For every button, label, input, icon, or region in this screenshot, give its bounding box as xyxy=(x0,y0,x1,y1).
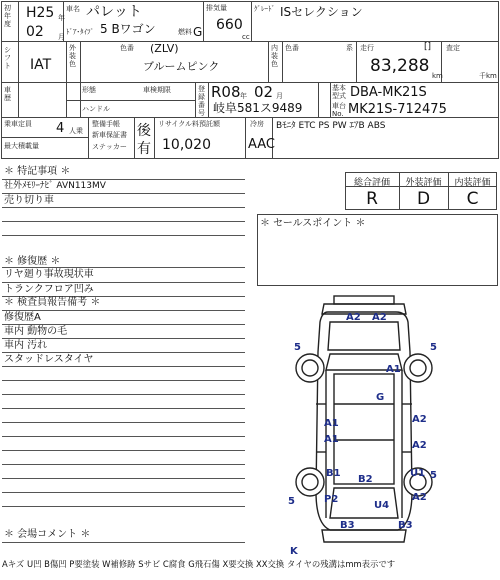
first-reg-label: 初年度 xyxy=(4,4,11,28)
inspector-line-4: スタッドレスタイヤ xyxy=(4,354,94,365)
ac: AAC xyxy=(248,137,275,152)
inspection-year-suffix: 年 xyxy=(240,92,247,100)
door-label: ﾄﾞｱ･ﾀｲﾌﾟ xyxy=(66,28,94,36)
equipment: Bﾓﾆﾀ ETC PS PW ｴｱB ABS xyxy=(276,121,386,131)
car-name: パレット xyxy=(86,4,142,20)
grade: ISセレクション xyxy=(280,5,363,19)
grade-label: ｸﾞﾚｰﾄﾞ xyxy=(254,5,275,13)
damage-mark: G xyxy=(376,392,385,403)
kei-label: 系 xyxy=(346,44,353,52)
damage-mark: A1 xyxy=(386,364,401,375)
repair-line-1: リヤ廻り事故現状車 xyxy=(4,269,94,280)
yes-mark: 有 xyxy=(137,141,151,157)
damage-mark: 5 xyxy=(430,342,437,353)
model-label: 基本型式 xyxy=(332,84,346,100)
inspector-line-2: 車内 動物の毛 xyxy=(4,326,68,337)
repair-title: ＊ 修復歴 ＊ xyxy=(4,256,61,267)
max-load-label: 最大積載量 xyxy=(4,142,39,150)
overall-grade-label: 総合評価 xyxy=(353,178,390,188)
interior-grade-label: 内装評価 xyxy=(454,178,491,188)
fuel: G xyxy=(193,25,203,39)
rear-mark: 後 xyxy=(137,123,151,139)
damage-mark: 5 xyxy=(288,496,295,507)
capacity-label: 乗車定員 xyxy=(4,120,32,128)
exterior-grade: D xyxy=(416,189,431,209)
feature-line-2: 売り切り車 xyxy=(4,195,54,206)
manual-label: 整備手帳 xyxy=(92,120,120,128)
color-code: (ZLV) xyxy=(150,42,179,55)
chassis: MK21S-712475 xyxy=(348,102,447,117)
plate-number: 岐阜581ス9489 xyxy=(213,101,303,115)
chassis-label: 車台No. xyxy=(332,102,346,118)
color-code-label: 色番 xyxy=(120,44,134,52)
repair-line-2: トランクフロア凹み xyxy=(4,284,94,295)
inspector-line-1: 修復歴A xyxy=(4,312,41,323)
inspection-label: 車検期限 xyxy=(143,86,171,94)
assessment-label: 査定 xyxy=(446,44,460,52)
overall-grade: R xyxy=(366,189,378,209)
damage-mark: A2 xyxy=(372,312,387,323)
damage-mark: A2 xyxy=(412,492,427,503)
damage-mark: A1 xyxy=(324,434,339,445)
damage-mark: B2 xyxy=(358,474,373,485)
warranty-label: 新車保証書 xyxy=(92,131,127,139)
venue-comment-title: ＊ 会場コメント ＊ xyxy=(4,529,91,540)
feature-line-1: 社外ﾒﾓﾘｰﾅﾋﾞ AVN113MV xyxy=(4,181,106,191)
km-unit: km xyxy=(432,72,443,80)
color-name: ブルームピンク xyxy=(143,60,220,73)
sticker-label: ステッカー xyxy=(92,143,127,151)
damage-mark: U1 xyxy=(410,468,426,479)
cc-unit: cc xyxy=(242,33,250,41)
thousand-km-unit: 千km xyxy=(479,72,497,80)
door-type: 5 Bワゴン xyxy=(100,22,156,36)
displacement: 660 xyxy=(216,17,243,33)
car-history-label: 車歴 xyxy=(4,86,11,102)
damage-mark: B3 xyxy=(340,520,355,531)
sales-point-title: ＊ セールスポイント ＊ xyxy=(260,218,366,229)
recycle-label: リサイクル料預託額 xyxy=(158,120,221,128)
displacement-label: 排気量 xyxy=(206,4,227,12)
month-suffix: 月 xyxy=(58,33,65,41)
damage-mark: B3 xyxy=(398,520,413,531)
exterior-grade-label: 外装評価 xyxy=(405,178,442,188)
inspection-month-suffix: 月 xyxy=(276,92,283,100)
fuel-label: 燃料 xyxy=(178,28,192,36)
shift: IAT xyxy=(30,57,52,73)
car-name-label: 車名 xyxy=(66,5,80,13)
handle-label: ハンドル xyxy=(82,105,110,113)
damage-mark: A2 xyxy=(412,414,427,425)
damage-mark: 5 xyxy=(430,470,437,481)
year-era: H25 xyxy=(26,5,55,21)
int-color-label: 内装色 xyxy=(271,44,278,68)
ac-label: 冷房 xyxy=(250,120,264,128)
ext-color-label: 外装色 xyxy=(69,44,76,68)
features-title: ＊ 特記事項 ＊ xyxy=(4,166,71,177)
inspector-title: ＊ 検査員報告備考 ＊ xyxy=(4,297,101,308)
damage-mark: U4 xyxy=(374,500,390,511)
int-color-code-label: 色番 xyxy=(285,44,299,52)
damage-mark: K xyxy=(290,546,298,557)
shape-label: 形態 xyxy=(82,86,96,94)
damage-mark: B1 xyxy=(326,468,341,479)
reg-label: 登録番号 xyxy=(198,85,205,117)
inspector-line-3: 車内 汚れ xyxy=(4,340,48,351)
damage-mark: A2 xyxy=(412,440,427,451)
damage-mark: A2 xyxy=(346,312,361,323)
inspection-month: 02 xyxy=(254,83,274,101)
damage-mark: 5 xyxy=(294,342,301,353)
damage-mark: P2 xyxy=(324,494,339,505)
capacity-unit: 人乗 xyxy=(69,127,83,135)
car-damage-diagram xyxy=(286,292,442,562)
mileage-label: 走行 xyxy=(360,44,374,52)
mileage: 83,288 xyxy=(370,56,430,76)
mileage-bracket: [] xyxy=(424,42,432,52)
first-reg-month: 02 xyxy=(26,24,44,40)
recycle-fee: 10,020 xyxy=(162,137,211,153)
damage-mark: A1 xyxy=(324,418,339,429)
capacity: 4 xyxy=(56,121,65,136)
model: DBA-MK21S xyxy=(350,85,427,100)
inspection-year: R08 xyxy=(211,83,241,101)
interior-grade: C xyxy=(466,189,479,209)
shift-label: シフト xyxy=(4,46,11,70)
year-suffix: 年 xyxy=(58,14,65,22)
damage-legend: Aキズ U凹 B傷凹 P要塗装 W補修跡 Sサビ C腐食 G飛石傷 X要交換 XX交換 タイヤの残溝はmm表示です xyxy=(2,559,396,569)
